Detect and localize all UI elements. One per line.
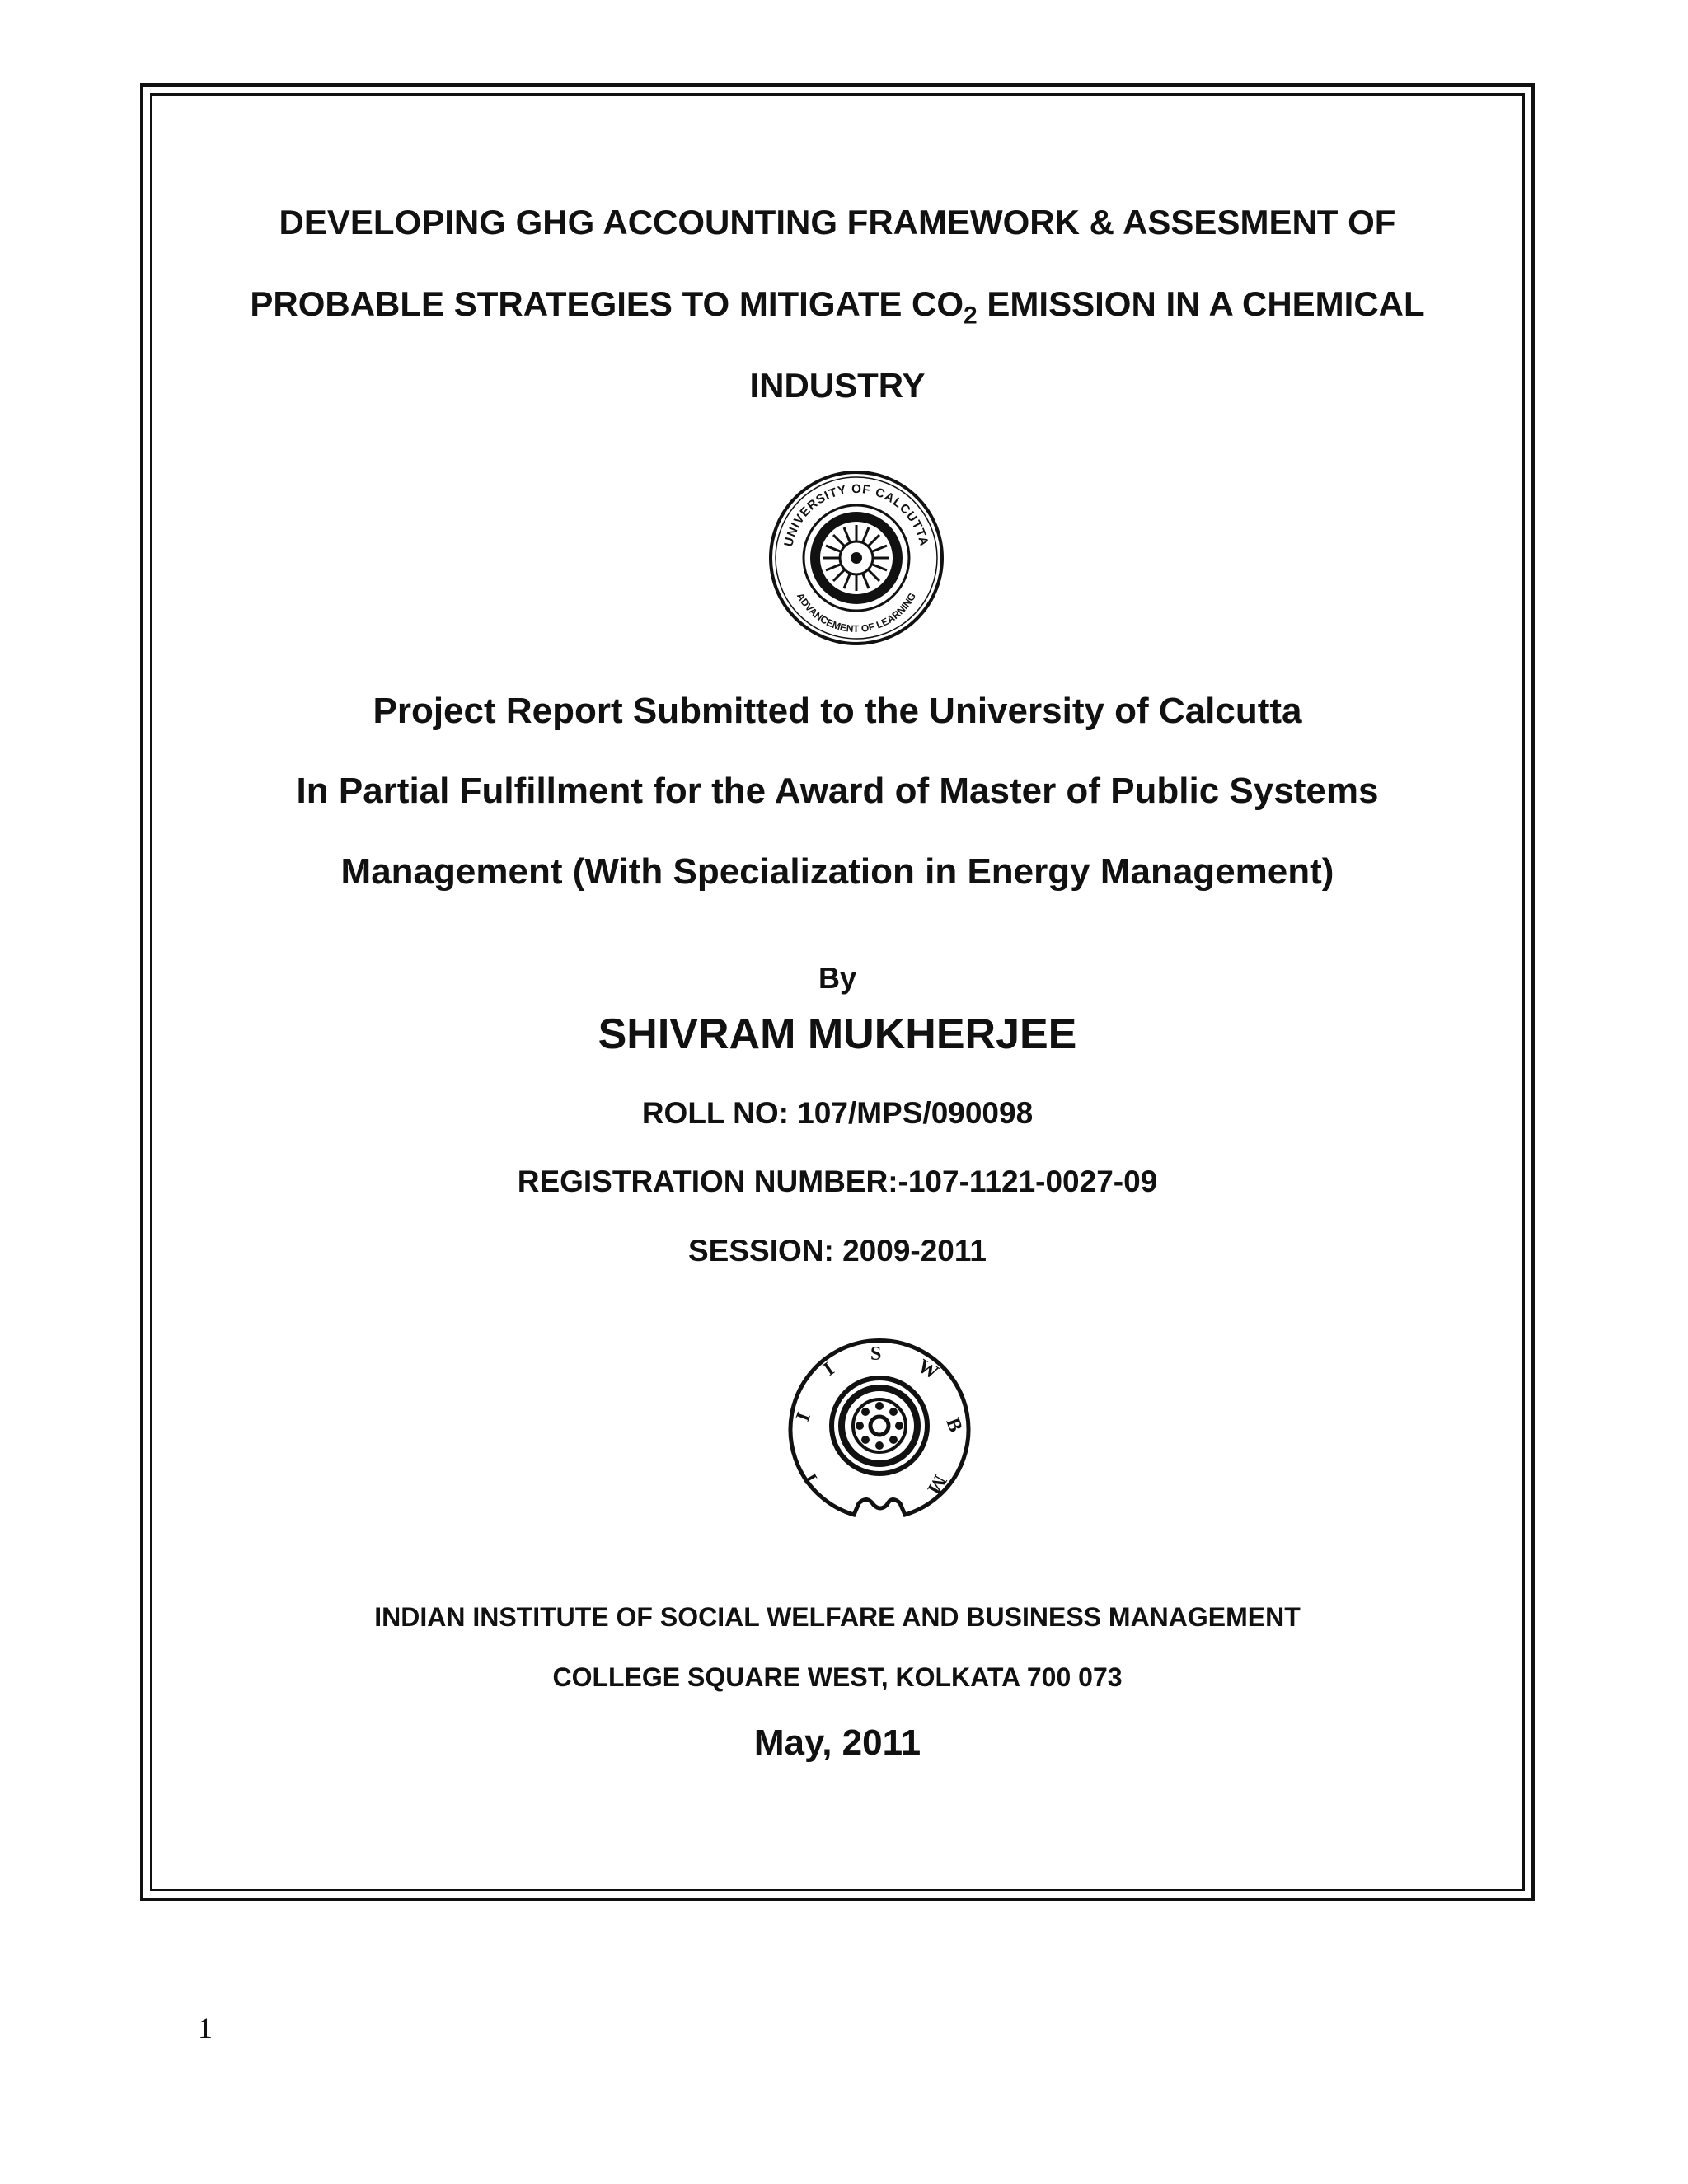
session: SESSION: 2009-2011 (688, 1234, 987, 1268)
svg-text:S: S (870, 1343, 882, 1365)
university-of-calcutta-seal-icon (767, 468, 946, 648)
title-line-2-a: PROBABLE STRATEGIES TO MITIGATE CO (250, 284, 964, 323)
seal1-top-text: UNIVERSITY OF CALCUTTA (781, 481, 931, 548)
submission-line-2: In Partial Fulfillment for the Award of Master of Public Systems (296, 771, 1379, 811)
title-line-2-b: EMISSION IN A CHEMICAL (977, 284, 1425, 323)
institute-name: INDIAN INSTITUTE OF SOCIAL WELFARE AND BUSINESS MANAGEMENT (374, 1602, 1301, 1632)
svg-text:I: I (792, 1409, 815, 1425)
title-line-1: DEVELOPING GHG ACCOUNTING FRAMEWORK & ASSESMENT OF (279, 203, 1396, 241)
title-co2-subscript: 2 (964, 302, 978, 330)
submission-line-1: Project Report Submitted to the University of Calcutta (373, 691, 1302, 731)
svg-text:I: I (819, 1358, 839, 1380)
title-line-2 (150, 284, 1525, 330)
roll-number: ROLL NO: 107/MPS/090098 (641, 1096, 1034, 1130)
seal1-bottom-text: ADVANCEMENT OF LEARNING (794, 590, 919, 635)
page-number: 1 (198, 2012, 213, 2045)
by-label: By (818, 961, 857, 995)
title-line-3: INDUSTRY (749, 366, 926, 405)
svg-text:I: I (799, 1469, 823, 1487)
iiswbm-seal-icon (775, 1333, 982, 1521)
registration-number: REGISTRATION NUMBER:-107-1121-0027-09 (517, 1165, 1158, 1198)
svg-text:W: W (914, 1355, 942, 1385)
submission-line-3: Management (With Specialization in Energy Management) (340, 851, 1334, 892)
institute-address: COLLEGE SQUARE WEST, KOLKATA 700 073 (552, 1662, 1123, 1692)
report-date: May, 2011 (753, 1722, 921, 1763)
svg-text:B: B (941, 1415, 967, 1436)
author-name: SHIVRAM MUKHERJEE (598, 1010, 1077, 1058)
svg-text:M: M (922, 1471, 951, 1498)
